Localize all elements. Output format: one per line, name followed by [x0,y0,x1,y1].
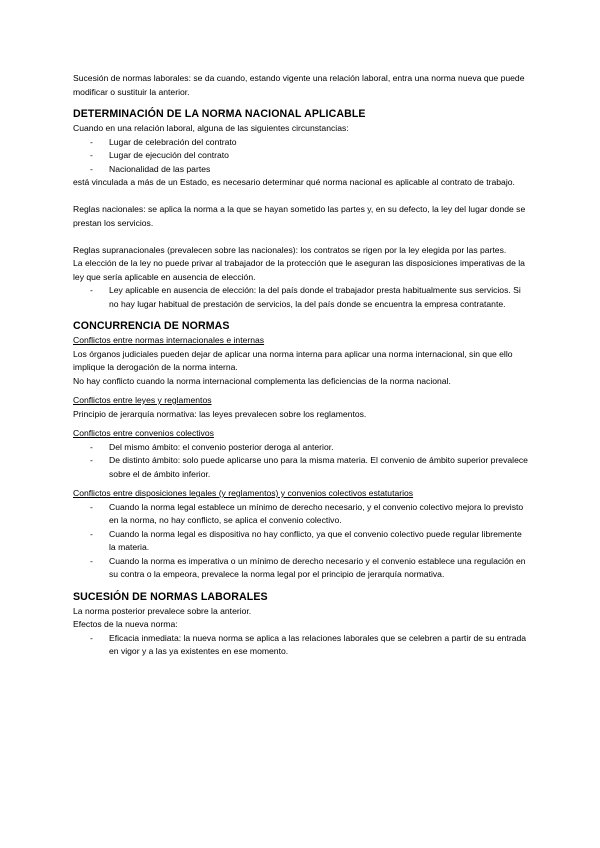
internacionales-p1: Los órganos judiciales pueden dejar de aplicar una norma interna para aplicar una norma internacional, sin que ello implique la derogación de la norma interna. [73,348,513,372]
list-item: - Lugar de celebración del contrato [109,136,529,150]
eleccion-paragraph: La elección de la ley no puede privar al trabajador de la protección que le aseguran las disposiciones imperativas de la ley que sería aplicable en ausencia de elección. [73,258,525,282]
list-item: - Nacionalidad de las partes [109,163,529,177]
disposiciones-list [73,501,529,582]
subheading-internacionales: Conflictos entre normas internacionales e internas [73,335,265,345]
subheading-disposiciones: Conflictos entre disposiciones legales (y reglamentos) y convenios colectivos estatutarios [73,488,414,498]
list-item: - Cuando la norma es imperativa o un mínimo de derecho necesario y el convenio establece una regulación en su contra o la empeora, prevalece la norma legal por el principio de jerarquía normativa. [109,555,529,582]
list-item: - Del mismo ámbito: el convenio posterior deroga al anterior. [109,441,529,455]
convenios-list [73,441,529,482]
list-item: - Ley aplicable en ausencia de elección: la del país donde el trabajador presta habitualmente sus servicios. Si no hay lugar habitual de prestación de servicios, la del país donde se encuentra la empresa contratante. [109,284,529,311]
sucesion-p1: La norma posterior prevalece sobre la anterior. [73,605,252,616]
ausencia-list [73,284,529,311]
sucesion-p2: Efectos de la nueva norma: [73,619,178,629]
internacionales-p2: No hay conflicto cuando la norma internacional complementa las deficiencias de la norma nacional. [73,375,451,386]
list-item: - Lugar de ejecución del contrato [109,149,529,163]
sucesion-list [73,632,529,659]
list-item: - Cuando la norma legal establece un mínimo de derecho necesario, y el convenio colectivo mejora lo previsto en la norma, no hay conflicto, se aplica el convenio colectivo. [109,501,529,528]
leyes-p1: Principio de jerarquía normativa: las leyes prevalecen sobre los reglamentos. [73,408,367,419]
determinacion-follow: está vinculada a más de un Estado, es necesario determinar qué norma nacional es aplicable al contrato de trabajo. [73,177,515,187]
list-item: - De distinto ámbito: solo puede aplicarse uno para la misma materia. El convenio de ámbito superior prevalece sobre el de ámbito inferior. [109,454,529,481]
reglas-supranacionales: Reglas supranacionales (prevalecen sobre las nacionales): los contratos se rigen por la ley elegida por las partes. [73,244,507,255]
document-body [73,72,529,659]
determinacion-lead: Cuando en una relación laboral, alguna de las siguientes circunstancias: [73,123,349,133]
reglas-nacionales: Reglas nacionales: se aplica la norma a la que se hayan sometido las partes y, en su defecto, la ley del lugar donde se prestan los servicios. [73,204,526,228]
circumstances-list [73,136,529,177]
section-heading-determinacion: DETERMINACIÓN DE LA NORMA NACIONAL APLICABLE [73,108,366,120]
subheading-leyes: Conflictos entre leyes y reglamentos [73,395,212,405]
list-item: - Cuando la norma legal es dispositiva no hay conflicto, ya que el convenio colectivo puede regular libremente la materia. [109,528,529,555]
section-heading-sucesion: SUCESIÓN DE NORMAS LABORALES [73,590,268,603]
intro-paragraph: Sucesión de normas laborales: se da cuando, estando vigente una relación laboral, entra una norma nueva que puede modificar o sustituir la anterior. [73,73,525,97]
section-heading-concurrencia: CONCURRENCIA DE NORMAS [73,320,230,332]
list-item: - Eficacia inmediata: la nueva norma se aplica a las relaciones laborales que se celebren a partir de su entrada en vigor y a las ya existentes en ese momento. [109,632,529,659]
subheading-convenios: Conflictos entre convenios colectivos [73,428,214,438]
